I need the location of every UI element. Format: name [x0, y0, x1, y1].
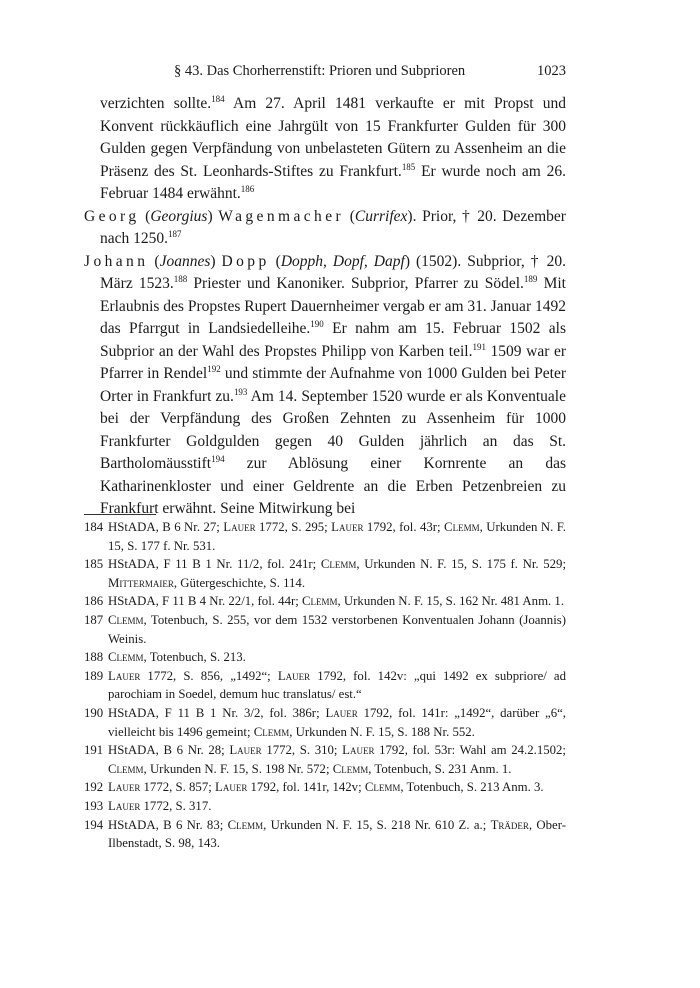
footnote-number: 191	[84, 743, 104, 758]
footnote-ref: 185	[401, 161, 416, 172]
footnote-ref: 184	[211, 93, 225, 104]
entry-name: Johann	[84, 252, 149, 270]
footnote-separator	[84, 514, 156, 515]
entry-alias: Joannes	[159, 252, 211, 270]
running-title: § 43. Das Chorherrenstift: Prioren und Subprioren	[174, 63, 466, 79]
footnote-ref: 187	[168, 228, 182, 239]
footnote-number: 185	[84, 557, 104, 572]
footnote-text: HStADA, F 11 B 4 Nr. 22/1, fol. 44r; Clemm, Urkunden N. F. 15, S. 162 Nr. 481 Anm. 1.	[108, 594, 565, 609]
page-number: 1023	[537, 63, 566, 79]
footnote-number: 189	[84, 668, 104, 683]
entry-latin-name: Currifex	[354, 207, 408, 225]
footnote-number: 190	[84, 705, 104, 720]
footnote-ref: 186	[240, 183, 255, 194]
text-run: (1502). Subprior, † 20. März 1523.	[100, 252, 567, 292]
footnote-number: 187	[84, 612, 104, 627]
footnote-text: HStADA, F 11 B 1 Nr. 11/2, fol. 241r; Clemm, Urkunden N. F. 15, S. 175 f. Nr. 529; Mittermaier, Gütergeschichte, S. 114.	[108, 557, 566, 590]
footnote-text: Lauer 1772, S. 857; Lauer 1792, fol. 141r, 142v; Clemm, Totenbuch, S. 213 Anm. 3.	[108, 780, 544, 795]
footnote-number: 192	[84, 780, 104, 795]
footnote-text: Lauer 1772, S. 317.	[108, 798, 212, 813]
text-run: 1509 war er Pfarrer in Rendel	[100, 342, 566, 382]
paragraph-continuation	[84, 93, 566, 206]
footnote-189	[84, 667, 566, 704]
footnote-number: 184	[84, 520, 104, 534]
footnote-193	[84, 797, 566, 816]
footnote-187	[84, 611, 566, 648]
text-run: Er nahm am 15. Februar 1502 als Subprior an der Wahl des Propstes Philipp von Karben teil.	[100, 320, 566, 360]
footnote-188	[84, 648, 566, 667]
text-run: zur Ablösung einer Kornrente an das Katharinenkloster und einer Geldrente an die Erben Petzenbreien zu Frankfurt erwähnt. Seine Mitwirkung bei	[100, 455, 566, 517]
main-text	[84, 93, 566, 521]
footnote-text: HStADA, B 6 Nr. 28; Lauer 1772, S. 310; Lauer 1792, fol. 53r: Wahl am 24.2.1502; Clemm, Urkunden N. F. 15, S. 198 Nr. 572; Clemm, Totenbuch, S. 231 Anm. 1.	[108, 743, 566, 776]
text-run: und stimmte der Aufnahme von 1000 Gulden bei Peter Orter in Frankfurt zu.	[100, 365, 566, 405]
footnote-number: 193	[84, 798, 104, 813]
footnote-text: Clemm, Totenbuch, S. 255, vor dem 1532 verstorbenen Konventualen Johann (Joannis) Weinis.	[108, 612, 566, 646]
footnote-185	[84, 555, 566, 592]
footnote-ref: 190	[310, 318, 324, 329]
footnote-ref: 194	[211, 453, 225, 464]
entry-alias-variants: Dopph, Dopf, Dapf	[280, 252, 405, 270]
entry-georg-wagenmacher: Georg (Georgius) Wagenmacher (Currifex). Prior, † 20. Dezember nach 1250.$^{187}$	[84, 207, 566, 247]
footnote-ref: 193	[233, 386, 248, 397]
footnote-194	[84, 816, 566, 853]
footnote-190	[84, 704, 566, 741]
text-run: verzichten sollte.	[100, 95, 212, 112]
entry-alias: Georgius	[150, 207, 208, 225]
entry-surname: Wagenmacher	[218, 207, 345, 225]
entry-surname: Dopp	[221, 252, 270, 270]
text-run: Am 14. September 1520 wurde er als Konventuale bei der Verpfändung des Großen Zehnten zu Assenheim für 1000 Frankfurter Goldgulden gegen 40 Gulden jährlich an das St. Bartholomäusstift	[100, 387, 566, 472]
footnote-text: Lauer 1772, S. 856, „1492“; Lauer 1792, fol. 142v: „qui 1492 ex subpriore/ ad parochiam in Soedel, demum huc translatus/ est.“	[108, 668, 566, 702]
footnote-number: 194	[84, 817, 104, 832]
footnote-ref: 188	[173, 273, 188, 284]
footnote-186	[84, 592, 566, 611]
footnote-ref: 191	[472, 341, 486, 352]
text-run: Am 27. April 1481 verkaufte er mit Propst und Konvent rückkäuflich eine Jahrgült von 15 Frankfurter Gulden für 300 Gulden gegen Verpfändung von unbelasteten Gütern zu Assenheim an die Präsenz des St. Leonhards-Stiftes zu Frankfurt.	[100, 95, 567, 180]
footnote-191	[84, 741, 566, 778]
footnote-text: HStADA, B 6 Nr. 83; Clemm, Urkunden N. F. 15, S. 218 Nr. 610 Z. a.; Träder, Ober-Ilbenstadt, S. 98, 143.	[108, 817, 566, 851]
footnote-text: Clemm, Totenbuch, S. 213.	[108, 650, 246, 665]
entry-johann-dopp: Johann (Joannes) Dopp (Dopph, Dopf, Dapf) (1502). Subprior, † 20. März 1523.$^{188}$ Priester und Kanoniker. Subprior, Pfarrer zu Södel.$^{189}$ Mit Erlaubnis des Propstes Rupert Dauernheimer vergab er am 31. Januar 1492 das Pfarrgut in Landsiedelleihe.$^{190}$ Er nahm am 15. Februar 1502 als Subprior an der Wahl des Propstes Philipp von Karben teil.$^{191}$ 1509 war er Pfarrer in Rendel$^{192}$ und stimmte der Aufnahme von 1000 Gulden bei Peter Orter in Frankfurt zu.$^{193}$ Am 14. September 1520 wurde er als Konventuale bei der Verpfändung des Großen Zehnten zu Assenheim für 1000 Frankfurter Goldgulden gegen 40 Gulden jährlich an das St. Bartholomäusstift$^{194}$ zur Ablösung einer Kornrente an das Katharinenkloster und einer Geldrente an die Erben Petzenbreien zu Frankfurt erwähnt. Seine Mitwirkung bei	[84, 252, 567, 517]
footnote-192	[84, 778, 566, 797]
footnote-text: HStADA, F 11 B 1 Nr. 3/2, fol. 386r; Lauer 1792, fol. 141r: „1492“, darüber „6“, vielleicht bis 1496 gemeint; Clemm, Urkunden N. F. 15, S. 188 Nr. 552.	[108, 705, 567, 739]
footnote-ref: 189	[523, 273, 538, 284]
text-run: Er wurde noch am 26. Februar 1484 erwähnt.	[100, 162, 566, 202]
footnote-number: 186	[84, 594, 104, 609]
text-run: . Prior, † 20. Dezember nach 1250.	[100, 207, 566, 247]
footnotes	[84, 518, 566, 853]
footnote-184	[84, 518, 566, 555]
text-run: Mit Erlaubnis des Propstes Rupert Dauernheimer vergab er am 31. Januar 1492 das Pfarrgut in Landsiedelleihe.	[100, 275, 566, 337]
footnote-text: HStADA, B 6 Nr. 27; Lauer 1772, S. 295; Lauer 1792, fol. 43r; Clemm, Urkunden N. F. 15, S. 177 f. Nr. 531.	[108, 520, 566, 553]
footnote-ref: 192	[207, 363, 221, 374]
entry-name: Georg	[84, 207, 140, 225]
footnote-number: 188	[84, 650, 104, 665]
text-run: Priester und Kanoniker. Subprior, Pfarrer zu Södel.	[187, 275, 524, 292]
